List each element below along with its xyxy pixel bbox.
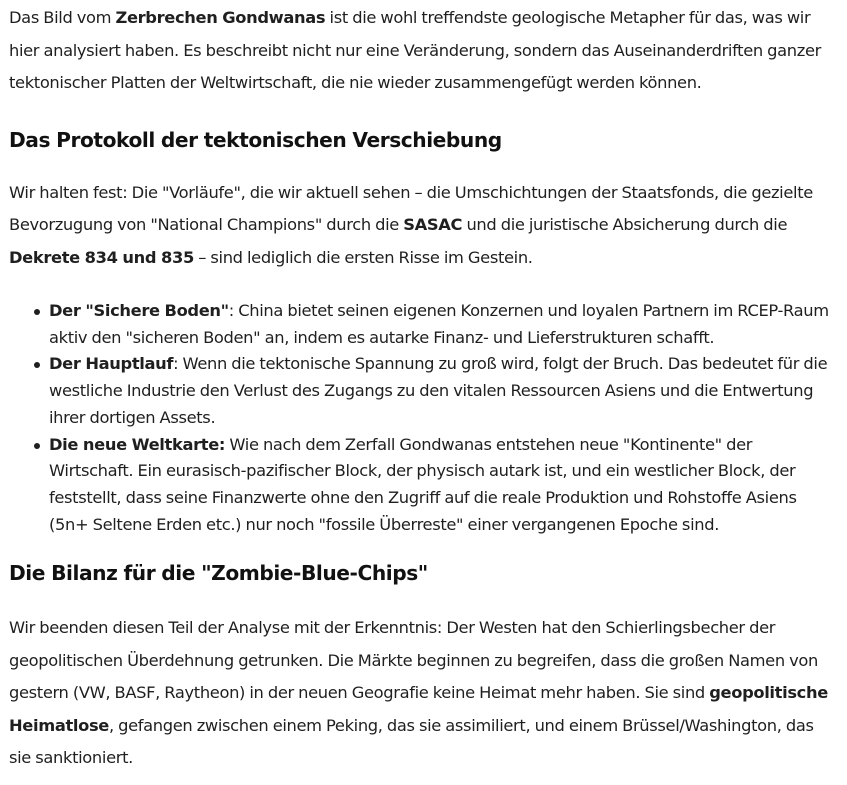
bilanz-paragraph [9, 612, 836, 775]
bullet-text: Wie nach dem Zerfall Gondwanas entstehen neue "Kontinente" der Wirtschaft. Ein eurasisch-pazifischer Block, der physisch autark ist, und ein westlicher Block, der feststellt, dass seine Finanzwerte ohne den Zugriff auf die reale Produktion und Rohstoffe Asiens (5n+ Seltene Erden etc.) nur noch "fossile Überreste" einer vergangenen Epoche sind. [49, 434, 797, 534]
intro-text-1: Das Bild vom [9, 8, 116, 27]
protokoll-bold-dekrete: Dekrete 834 und 835 [9, 247, 194, 267]
section-heading-protokoll: Das Protokoll der tektonischen Verschiebung [9, 127, 502, 152]
intro-text-2: ist die wohl treffendste geologische Metapher für das, was wir hier analysiert haben. Es beschreibt nicht nur eine Veränderung, sondern das Auseinanderdriften ganzer tektonischer Platten der Weltwirtschaft, die nie wieder zusammengefügt werden können. [9, 8, 821, 92]
protokoll-bold-sasac: SASAC [403, 215, 463, 234]
document-body [0, 2, 836, 775]
protokoll-text-2: und die juristische Absicherung durch die [462, 215, 788, 234]
bullet-label: Die neue Weltkarte: [49, 434, 226, 454]
bullet-list [9, 298, 836, 538]
bullet-label: Der "Sichere Boden" [49, 301, 229, 320]
bilanz-text-1: Wir beenden diesen Teil der Analyse mit der Erkenntnis: Der Westen hat den Schierlingsbecher der geopolitischen Überdehnung getrunken. Die Märkte beginnen zu begreifen, dass die großen Namen von gestern (VW, BASF, Raytheon) in der neuen Geografie keine Heimat mehr haben. Sie sind [9, 618, 818, 703]
bullet-label: Der Hauptlauf [49, 354, 174, 374]
bullet-text: : China bietet seinen eigenen Konzernen und loyalen Partnern im RCEP-Raum aktiv den "sicheren Boden" an, indem es autarke Finanz- und Lieferstrukturen schafft. [49, 301, 829, 347]
list-item [49, 298, 836, 351]
bilanz-bold-heimatlose: geopolitische Heimatlose [9, 683, 828, 735]
section-heading-bilanz: Die Bilanz für die "Zombie-Blue-Chips" [9, 561, 428, 586]
intro-paragraph [9, 2, 836, 100]
bilanz-text-2: , gefangen zwischen einem Peking, das sie assimiliert, und einem Brüssel/Washington, das sie sanktioniert. [9, 715, 814, 768]
protokoll-text-1: Wir halten fest: Die "Vorläufe", die wir aktuell sehen – die Umschichtungen der Staatsfonds, die gezielte Bevorzugung von "National Champions" durch die [9, 182, 813, 234]
intro-bold-gondwana: Zerbrechen Gondwanas [115, 8, 326, 27]
protokoll-paragraph [9, 177, 836, 275]
list-item [49, 432, 836, 539]
list-item [49, 351, 836, 431]
protokoll-text-3: – sind lediglich die ersten Risse im Gestein. [193, 247, 533, 267]
bullet-text: : Wenn die tektonische Spannung zu groß wird, folgt der Bruch. Das bedeutet für die westliche Industrie den Verlust des Zugangs zu den vitalen Ressourcen Asiens und die Entwertung ihrer dortigen Assets. [49, 354, 828, 427]
